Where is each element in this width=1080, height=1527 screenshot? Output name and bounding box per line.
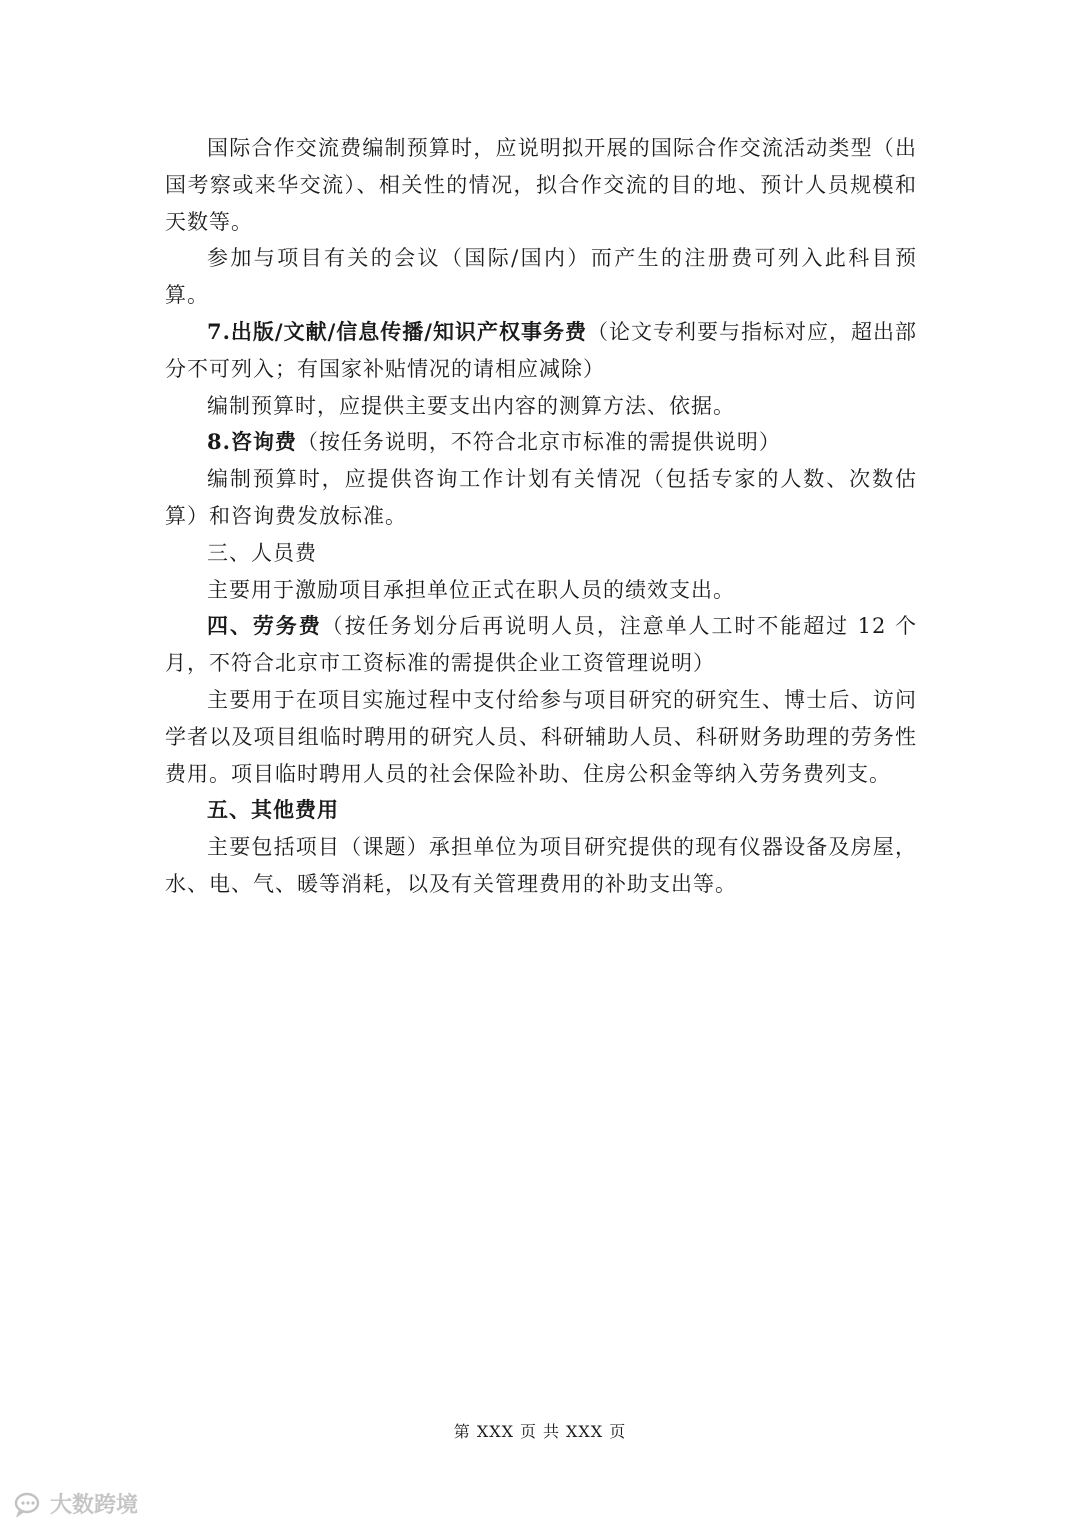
- section-publication-fee: 7.出版/文献/信息传播/知识产权事务费（论文专利要与指标对应，超出部分不可列入；有国家补贴情况的请相应减除）: [165, 318, 917, 381]
- watermark-text: 大数跨境: [50, 1493, 139, 1518]
- section-labor-fee: 四、劳务费（按任务划分后再说明人员，注意单人工时不能超过 12 个月，不符合北京市工资标准的需提供企业工资管理说明）: [165, 613, 917, 676]
- watermark: [14, 1488, 138, 1519]
- document-body: [165, 130, 917, 903]
- paragraph-personnel-usage: 主要用于激励项目承担单位正式在职人员的绩效支出。: [207, 577, 735, 602]
- section-personnel-fee: 三、人员费: [207, 540, 317, 565]
- paragraph-labor-usage: 主要用于在项目实施过程中支付给参与项目研究的研究生、博士后、访问学者以及项目组临时聘用的研究人员、科研辅助人员、科研财务助理的劳务性费用。项目临时聘用人员的社会保险补助、住房公积金等纳入劳务费列支。: [165, 687, 917, 786]
- section-consulting-fee: 8.咨询费（按任务说明，不符合北京市标准的需提供说明）: [207, 429, 781, 455]
- paragraph-other-usage: 主要包括项目（课题）承担单位为项目研究提供的现有仪器设备及房屋，水、电、气、暖等消耗，以及有关管理费用的补助支出等。: [165, 835, 917, 896]
- paragraph-consulting-budget: 编制预算时，应提供咨询工作计划有关情况（包括专家的人数、次数估算）和咨询费发放标准。: [165, 467, 917, 528]
- section-heading: 7.出版/文献/信息传播/知识产权事务费: [207, 318, 587, 344]
- paragraph-conference-fee: 参加与项目有关的会议（国际/国内）而产生的注册费可列入此科目预算。: [165, 246, 917, 308]
- section-heading: 五、其他费用: [207, 797, 339, 823]
- paragraph-international-exchange: 国际合作交流费编制预算时，应说明拟开展的国际合作交流活动类型（出国考察或来华交流）、相关性的情况，拟合作交流的目的地、预计人员规模和天数等。: [165, 136, 917, 234]
- paragraph-publication-budget: 编制预算时，应提供主要支出内容的测算方法、依据。: [207, 393, 735, 418]
- page-number-footer: 第 XXX 页 共 XXX 页: [453, 1422, 627, 1441]
- weibo-chat-icon: [14, 1491, 44, 1517]
- current-page-number: XXX: [476, 1422, 514, 1441]
- section-other-fees: [165, 792, 917, 829]
- section-heading: 8.咨询费: [207, 429, 297, 455]
- total-page-count: XXX: [566, 1422, 604, 1441]
- section-heading: 四、劳务费: [207, 613, 322, 639]
